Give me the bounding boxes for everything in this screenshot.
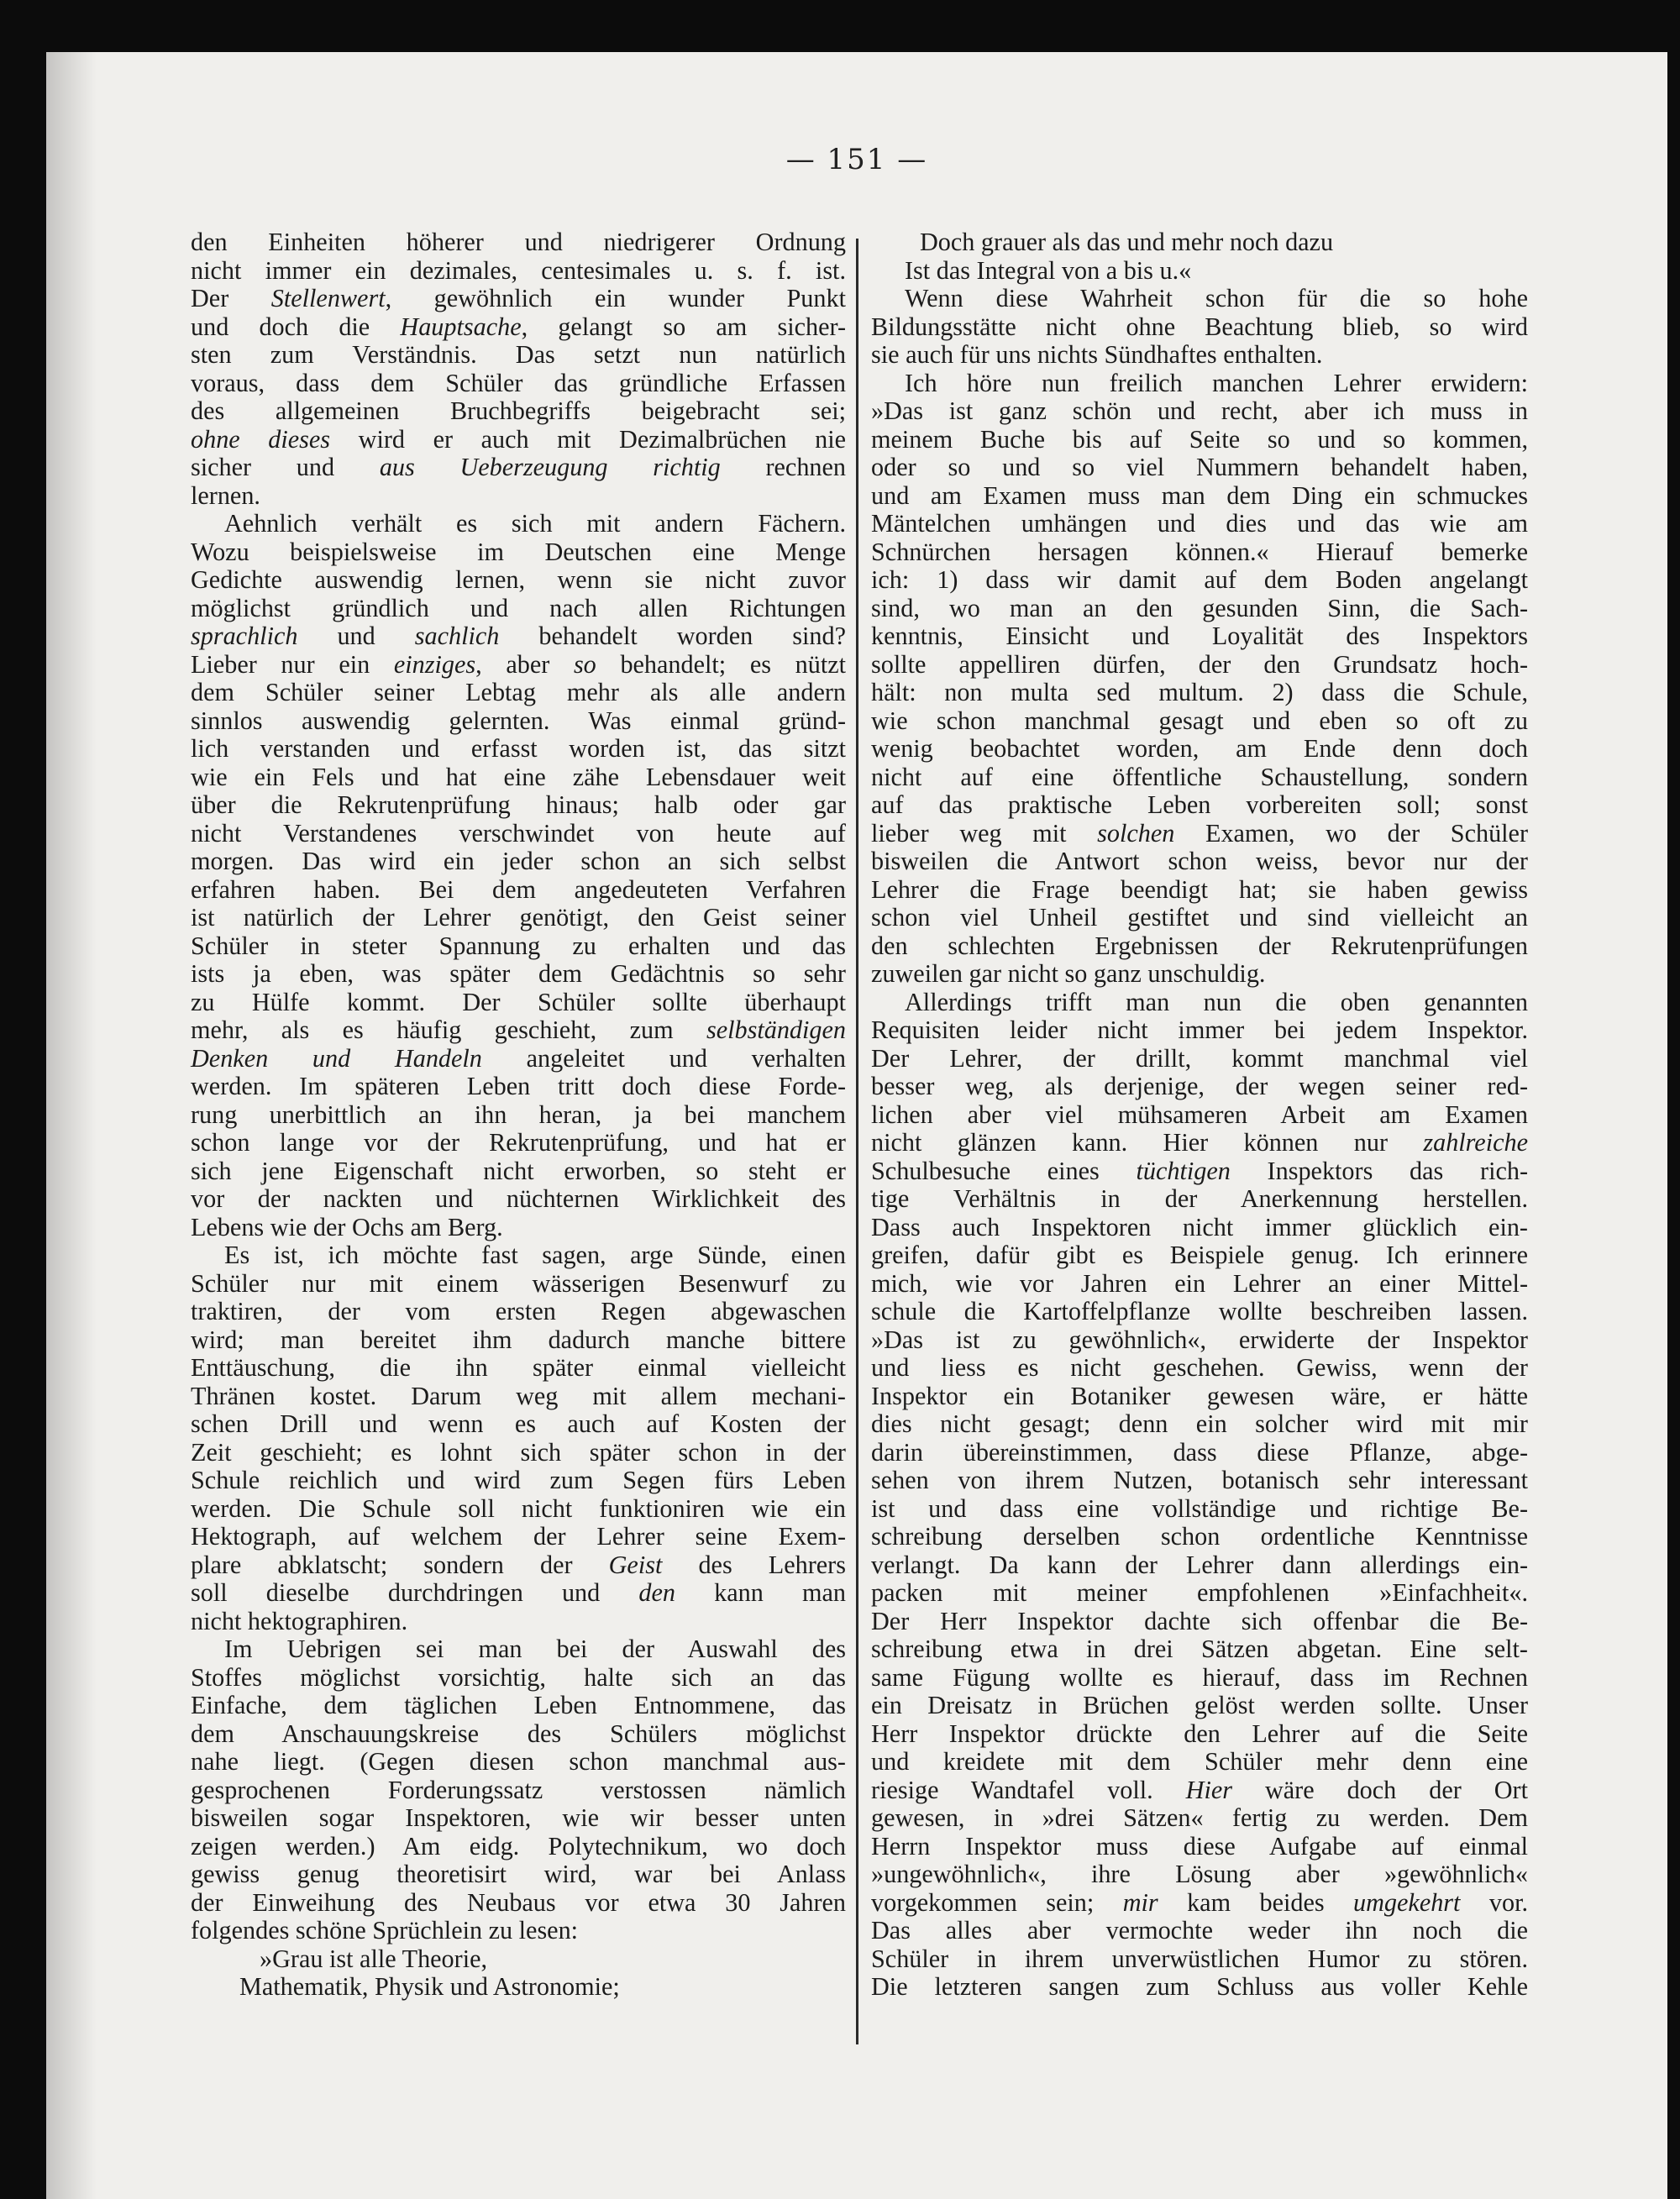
text-line: zuweilen gar nicht so ganz unschuldig. — [871, 959, 1266, 988]
text-line: gewiss genug theoretisirt wird, war bei Anlass — [191, 1860, 846, 1888]
text-line: tige Verhältnis in der Anerkennung herstellen. — [871, 1184, 1528, 1213]
text-line: meinem Buche bis auf Seite so und so kommen, — [871, 424, 1528, 454]
text-line: möglichst gründlich und nach allen Richtungen — [191, 593, 846, 622]
text-line: Schule reichlich und wird zum Segen fürs Leben — [191, 1466, 846, 1494]
left-text-column — [191, 228, 846, 2002]
text-line: gesprochenen Forderungssatz verstossen nämlich — [191, 1775, 846, 1804]
text-line: Inspektor ein Botaniker gewesen wäre, er hätte — [871, 1381, 1528, 1410]
text-line: dem Schüler seiner Lebtag mehr als alle andern — [191, 678, 846, 706]
text-line: mich, wie vor Jahren ein Lehrer an einer Mittel- — [871, 1268, 1528, 1298]
text-line: schon lange vor der Rekrutenprüfung, und hat er — [191, 1128, 846, 1157]
text-line: schule die Kartoffelpflanze wollte beschreiben lassen. — [871, 1297, 1528, 1325]
text-line: Enttäuschung, die ihn später einmal vielleicht — [191, 1353, 846, 1382]
text-line: sehen von ihrem Nutzen, botanisch sehr interessant — [871, 1466, 1528, 1494]
text-line: vor der nackten und nüchternen Wirklichkeit des — [191, 1184, 846, 1213]
text-line: schreibung derselben schon ordentliche Kenntnisse — [871, 1522, 1528, 1551]
text-line: Hektograph, auf welchem der Lehrer seine Exem- — [191, 1522, 846, 1551]
text-line: wie schon manchmal gesagt und eben so oft zu — [871, 706, 1528, 735]
text-line: traktiren, der vom ersten Regen abgewaschen — [191, 1297, 846, 1325]
text-line: Die letzteren sangen zum Schluss aus voller Kehle — [871, 1972, 1528, 2001]
text-line: Doch grauer als das und mehr noch dazu — [920, 228, 1334, 256]
text-line: »ungewöhnlich«, ihre Lösung aber »gewöhnlich« — [871, 1860, 1528, 1888]
text-line: Ist das Integral von a bis u.« — [905, 255, 1192, 285]
right-text-column — [871, 228, 1528, 2002]
text-line: hält: non multa sed multum. 2) dass die Schule, — [871, 678, 1528, 706]
text-line: same Fügung wollte es hierauf, dass im Rechnen — [871, 1662, 1528, 1692]
text-line: schen Drill und wenn es auch auf Kosten der — [191, 1409, 846, 1438]
text-line: sinnlos auswendig gelernten. Was einmal gründ- — [191, 706, 846, 735]
text-line: ist natürlich der Lehrer genötigt, den Geist seiner — [191, 903, 846, 932]
text-line: soll dieselbe durchdringen und den kann man — [191, 1578, 847, 1607]
text-line: Denken und Handeln angeleitet und verhalten — [191, 1043, 846, 1073]
text-line: kenntnis, Einsicht und Loyalität des Inspektors — [871, 622, 1528, 650]
text-line: folgendes schöne Sprüchlein zu lesen: — [191, 1916, 579, 1944]
text-line: Schüler in steter Spannung zu erhalten und das — [191, 931, 846, 960]
text-line: rung unerbittlich an ihn heran, ja bei manchem — [191, 1100, 846, 1129]
text-line: vorgekommen sein; mir kam beides umgekehrt vor. — [871, 1887, 1529, 1917]
text-line: Mäntelchen umhängen und dies und das wie am — [871, 509, 1528, 538]
text-line: sicher und aus Ueberzeugung richtig rechnen — [191, 453, 846, 481]
text-line: bisweilen sogar Inspektoren, wie wir besser unten — [191, 1803, 846, 1832]
text-line: schon viel Unheil gestiftet und sind vielleicht an — [871, 903, 1528, 932]
text-line: wenig beobachtet worden, am Ende denn doch — [871, 734, 1528, 763]
text-line: Das alles aber vermochte weder ihn noch die — [871, 1916, 1528, 1944]
text-line: »Grau ist alle Theorie, — [260, 1944, 488, 1973]
column-divider-rule — [856, 239, 858, 2044]
text-line: wird; man bereitet ihm dadurch manche bittere — [191, 1325, 846, 1354]
text-line: Aehnlich verhält es sich mit andern Fächern. — [224, 509, 846, 538]
text-line: nicht auf eine öffentliche Schaustellung, sondern — [871, 762, 1528, 791]
text-line: schreibung etwa in drei Sätzen abgetan. Eine selt- — [871, 1635, 1528, 1663]
text-line: der Einweihung des Neubaus vor etwa 30 Jahren — [191, 1887, 846, 1917]
text-line: Der Stellenwert, gewöhnlich ein wunder Punkt — [191, 284, 846, 312]
text-line: morgen. Das wird ein jeder schon an sich selbst — [191, 847, 846, 875]
text-line: Herrn Inspektor muss diese Aufgabe auf einmal — [871, 1831, 1528, 1860]
text-line: Schnürchen hersagen können.« Hierauf bemerke — [871, 537, 1528, 566]
text-line: und doch die Hauptsache, gelangt so am sicher- — [191, 312, 846, 341]
text-line: Ich höre nun freilich manchen Lehrer erwidern: — [905, 368, 1528, 397]
page-fold-shadow — [46, 52, 97, 2199]
text-line: Lebens wie der Ochs am Berg. — [191, 1212, 503, 1241]
text-line: Wenn diese Wahrheit schon für die so hohe — [905, 284, 1528, 312]
text-line: lichen aber viel mühsameren Arbeit am Examen — [871, 1100, 1528, 1129]
text-line: den Einheiten höherer und niedrigerer Ordnung — [191, 228, 846, 256]
text-line: Bildungsstätte nicht ohne Beachtung blieb, so wird — [871, 312, 1528, 341]
text-line: und liess es nicht geschehen. Gewiss, wenn der — [871, 1353, 1528, 1382]
text-line: ohne dieses wird er auch mit Dezimalbrüchen nie — [191, 424, 846, 454]
scanned-page — [46, 52, 1667, 2199]
text-line: greifen, dafür gibt es Beispiele genug. Ich erinnere — [871, 1241, 1528, 1269]
text-line: lich verstanden und erfasst worden ist, das sitzt — [191, 734, 846, 763]
text-line: Dass auch Inspektoren nicht immer glücklich ein- — [871, 1212, 1528, 1241]
text-line: Schüler in ihrem unverwüstlichen Humor zu stören. — [871, 1944, 1528, 1973]
text-line: lieber weg mit solchen Examen, wo der Schüler — [871, 818, 1528, 848]
text-line: Der Herr Inspektor dachte sich offenbar die Be- — [871, 1606, 1528, 1635]
text-line: »Das ist ganz schön und recht, aber ich muss in — [871, 396, 1528, 425]
text-line: Im Uebrigen sei man bei der Auswahl des — [224, 1635, 846, 1663]
text-line: Gedichte auswendig lernen, wenn sie nicht zuvor — [191, 565, 846, 594]
page-number: — 151 — — [785, 143, 928, 176]
text-line: und kreidete mit dem Schüler mehr denn eine — [871, 1747, 1528, 1776]
text-line: Der Lehrer, der drillt, kommt manchmal viel — [871, 1043, 1528, 1073]
text-line: sprachlich und sachlich behandelt worden sind? — [191, 622, 847, 650]
text-line: nicht immer ein dezimales, centesimales u. s. f. ist. — [191, 255, 846, 285]
text-line: »Das ist zu gewöhnlich«, erwiderte der Inspektor — [871, 1325, 1528, 1354]
text-line: oder so und so viel Nummern behandelt haben, — [871, 453, 1528, 481]
text-line: lernen. — [191, 480, 260, 510]
text-line: Es ist, ich möchte fast sagen, arge Sünde, einen — [224, 1241, 846, 1269]
text-line: riesige Wandtafel voll. Hier wäre doch der Ort — [871, 1775, 1528, 1804]
text-line: nicht glänzen kann. Hier können nur zahlreiche — [871, 1128, 1528, 1157]
text-line: zeigen werden.) Am eidg. Polytechnikum, wo doch — [191, 1831, 846, 1860]
text-line: Mathematik, Physik und Astronomie; — [239, 1972, 620, 2001]
text-line: erfahren haben. Bei dem angedeuteten Verfahren — [191, 874, 846, 904]
text-line: sich jene Eigenschaft nicht erworben, so steht er — [191, 1156, 846, 1185]
text-line: nahe liegt. (Gegen diesen schon manchmal aus- — [191, 1747, 846, 1776]
text-line: Schulbesuche eines tüchtigen Inspektors das rich- — [871, 1156, 1528, 1185]
text-line: Schüler nur mit einem wässerigen Besenwurf zu — [191, 1268, 846, 1298]
text-line: mehr, als es häufig geschieht, zum selbständigen — [191, 1016, 846, 1044]
text-line: Einfache, dem täglichen Leben Entnommene, das — [191, 1691, 846, 1719]
text-line: plare abklatscht; sondern der Geist des Lehrers — [191, 1550, 846, 1579]
text-line: sind, wo man an den gesunden Sinn, die Sach- — [871, 593, 1528, 622]
text-line: Thränen kostet. Darum weg mit allem mechani- — [191, 1381, 846, 1410]
text-line: Requisiten leider nicht immer bei jedem Inspektor. — [871, 1016, 1528, 1044]
text-line: darin übereinstimmen, dass diese Pflanze, abge- — [871, 1437, 1528, 1467]
text-line: bisweilen die Antwort schon weiss, bevor nur der — [871, 847, 1528, 875]
text-line: Lehrer die Frage beendigt hat; sie haben gewiss — [871, 874, 1528, 904]
text-line: voraus, dass dem Schüler das gründliche Erfassen — [191, 368, 846, 397]
text-line: wie ein Fels und hat eine zähe Lebensdauer weit — [191, 762, 846, 791]
text-line: des allgemeinen Bruchbegriffs beigebracht sei; — [191, 396, 846, 425]
text-line: dies nicht gesagt; denn ein solcher wird mit mir — [871, 1409, 1528, 1438]
text-line: sie auch für uns nichts Sündhaftes enthalten. — [871, 340, 1323, 369]
text-line: ist und dass eine vollständige und richtige Be- — [871, 1493, 1528, 1523]
text-line: Allerdings trifft man nun die oben genannten — [905, 987, 1528, 1016]
text-line: verlangt. Da kann der Lehrer dann allerdings ein- — [871, 1550, 1528, 1579]
text-line: packen mit meiner empfohlenen »Einfachheit«. — [871, 1578, 1528, 1607]
text-line: besser weg, als derjenige, der wegen seiner red- — [871, 1072, 1528, 1100]
text-line: Zeit geschieht; es lohnt sich später schon in der — [191, 1437, 846, 1467]
text-line: werden. Die Schule soll nicht funktioniren wie ein — [191, 1493, 846, 1523]
text-line: sollte appelliren dürfen, der den Grundsatz hoch- — [871, 649, 1528, 679]
text-line: Stoffes möglichst vorsichtig, halte sich an das — [191, 1662, 846, 1692]
text-line: Lieber nur ein einziges, aber so behandelt; es nützt — [191, 649, 846, 679]
text-line: dem Anschauungskreise des Schülers möglichst — [191, 1719, 846, 1748]
text-line: sten zum Verständnis. Das setzt nun natürlich — [191, 340, 846, 369]
text-line: nicht hektographiren. — [191, 1606, 408, 1635]
text-line: werden. Im späteren Leben tritt doch diese Forde- — [191, 1072, 846, 1100]
text-line: nicht Verstandenes verschwindet von heute auf — [191, 818, 846, 848]
text-line: und am Examen muss man dem Ding ein schmuckes — [871, 480, 1528, 510]
text-line: ich: 1) dass wir damit auf dem Boden angelangt — [871, 565, 1528, 594]
text-line: Wozu beispielsweise im Deutschen eine Menge — [191, 537, 846, 566]
text-line: ists ja eben, was später dem Gedächtnis so sehr — [191, 959, 846, 988]
text-line: auf das praktische Leben vorbereiten soll; sonst — [871, 790, 1528, 819]
text-line: gewesen, in »drei Sätzen« fertig zu werden. Dem — [871, 1803, 1528, 1832]
text-line: den schlechten Ergebnissen der Rekrutenprüfungen — [871, 931, 1528, 960]
text-line: ein Dreisatz in Brüchen gelöst werden sollte. Unser — [871, 1691, 1528, 1719]
text-line: Herr Inspektor drückte den Lehrer auf die Seite — [871, 1719, 1528, 1748]
text-line: zu Hülfe kommt. Der Schüler sollte überhaupt — [191, 987, 846, 1016]
text-line: über die Rekrutenprüfung hinaus; halb oder gar — [191, 790, 846, 819]
